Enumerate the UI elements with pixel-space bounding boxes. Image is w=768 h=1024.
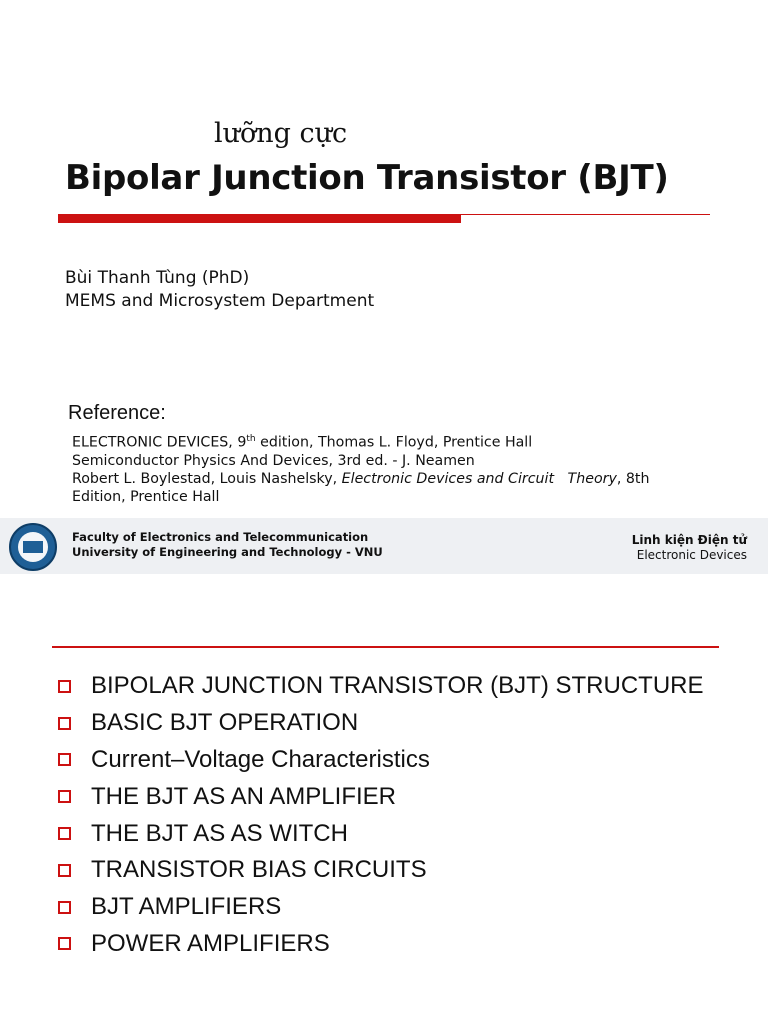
reference-heading: Reference:: [68, 402, 166, 424]
outline-item: [58, 668, 758, 705]
course-name-vietnamese: Linh kiện Điện tử: [631, 533, 747, 547]
outline-item: [58, 705, 758, 742]
ref3-book-title: Electronic Devices and Circuit Theory: [341, 470, 617, 487]
university-name: University of Engineering and Technology - VNU: [72, 545, 383, 559]
outline-item: [58, 926, 758, 963]
outline-item-label: BIPOLAR JUNCTION TRANSISTOR (BJT) STRUCTURE: [91, 672, 704, 700]
outline-item: [58, 889, 758, 926]
title-vietnamese-annotation: lưỡng cực: [214, 118, 348, 149]
outline-item-label: THE BJT AS AN AMPLIFIER: [91, 782, 396, 810]
square-bullet-icon: [58, 901, 71, 914]
outline-item-label: Current–Voltage Characteristics: [91, 745, 430, 773]
ref1-superscript: th: [246, 434, 256, 444]
square-bullet-icon: [58, 827, 71, 840]
university-logo-mark: [23, 541, 43, 553]
course-name-english: Electronic Devices: [636, 548, 747, 562]
outline-item-label: POWER AMPLIFIERS: [91, 929, 330, 957]
outline-list: [58, 668, 758, 962]
outline-item: [58, 852, 758, 889]
ref3-authors: Robert L. Boylestad, Louis Nashelsky,: [72, 470, 342, 487]
reference-item-1: [72, 430, 712, 452]
title-underline-thin: [461, 214, 710, 215]
ref1-text-rest: edition, Thomas L. Floyd, Prentice Hall: [255, 434, 533, 451]
outline-item: [58, 815, 758, 852]
outline-item-label: BJT AMPLIFIERS: [91, 893, 282, 921]
author-block: [65, 267, 374, 313]
ref1-text: ELECTRONIC DEVICES, 9: [72, 434, 247, 451]
reference-list: [72, 430, 712, 506]
reference-item-2: Semiconductor Physics And Devices, 3rd ed. - J. Neamen: [72, 452, 475, 469]
square-bullet-icon: [58, 790, 71, 803]
course-info: [632, 533, 747, 563]
square-bullet-icon: [58, 864, 71, 877]
outline-item: [58, 778, 758, 815]
department-name: MEMS and Microsystem Department: [65, 291, 375, 311]
square-bullet-icon: [58, 937, 71, 950]
outline-item-label: THE BJT AS AS WITCH: [91, 819, 348, 847]
square-bullet-icon: [58, 680, 71, 693]
outline-item-label: TRANSISTOR BIAS CIRCUITS: [91, 856, 427, 884]
square-bullet-icon: [58, 753, 71, 766]
outline-divider: [52, 646, 719, 648]
faculty-info: [72, 530, 383, 560]
square-bullet-icon: [58, 717, 71, 730]
author-name: Bùi Thanh Tùng (PhD): [65, 268, 250, 288]
outline-item: [58, 742, 758, 779]
faculty-name: Faculty of Electronics and Telecommunication: [72, 530, 369, 544]
outline-item-label: BASIC BJT OPERATION: [91, 709, 359, 737]
title-underline-thick: [58, 214, 461, 223]
slide-title: Bipolar Junction Transistor (BJT): [65, 158, 669, 198]
reference-item-3-cont: Edition, Prentice Hall: [72, 488, 220, 505]
reference-item-3: [72, 470, 712, 488]
ref3-edition: , 8th: [616, 470, 650, 487]
